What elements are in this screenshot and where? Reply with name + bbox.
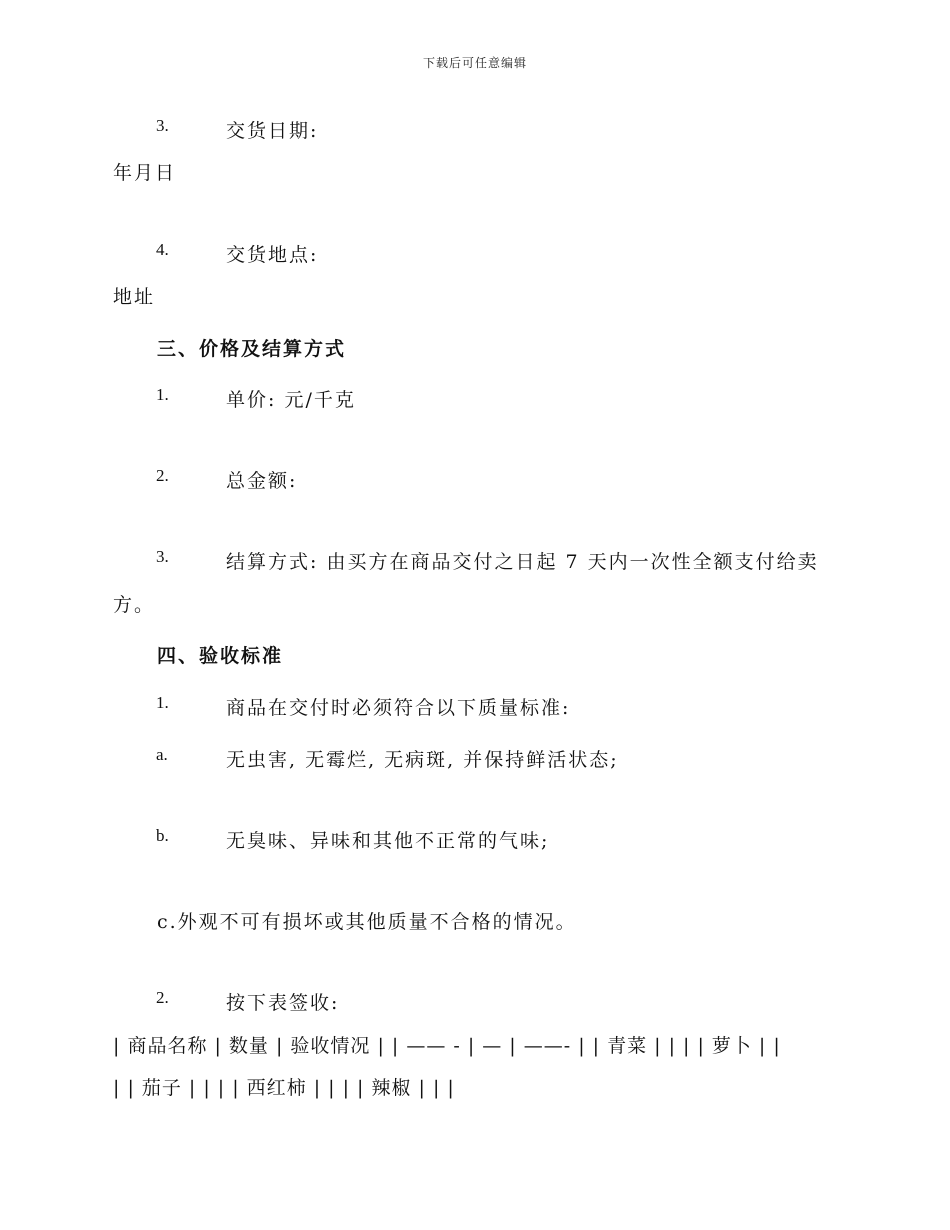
item-text: 无臭味、异味和其他不正常的气味;: [226, 830, 550, 852]
item-number: 2.: [156, 988, 169, 1007]
item-number: 1.: [156, 385, 169, 404]
item-letter: a.: [156, 745, 168, 764]
delivery-date-value: 年月日: [113, 162, 177, 184]
item-number: 3.: [156, 116, 169, 135]
item-text: 单价: 元/千克: [226, 389, 356, 411]
item-label: 交货日期:: [226, 120, 319, 142]
acceptance-table-line-2: | | 茄子 | | | | 西红柿 | | | | 辣椒 | | |: [113, 1077, 455, 1099]
section-heading-price: 三、价格及结算方式: [157, 338, 347, 360]
item-text: 无虫害, 无霉烂, 无病斑, 并保持鲜活状态;: [226, 749, 619, 771]
standard-c-item: c.外观不可有损坏或其他质量不合格的情况。: [157, 911, 577, 933]
settlement-continuation: 方。: [113, 594, 156, 616]
item-label: 交货地点:: [226, 244, 319, 266]
item-text: 结算方式: 由买方在商品交付之日起 7 天内一次性全额支付给卖: [226, 551, 819, 573]
item-number: 1.: [156, 693, 169, 712]
item-number: 4.: [156, 240, 169, 259]
section-heading-acceptance: 四、验收标准: [157, 645, 284, 667]
acceptance-table-line-1: | 商品名称 | 数量 | 验收情况 | | —— - | — | ——- | | 青菜 | | | | 萝卜 | |: [113, 1035, 781, 1057]
item-text: 按下表签收:: [226, 992, 340, 1014]
delivery-place-value: 地址: [113, 286, 156, 308]
item-text: 总金额:: [226, 470, 298, 492]
item-number: 2.: [156, 466, 169, 485]
item-letter: b.: [156, 826, 169, 845]
item-text: 商品在交付时必须符合以下质量标准:: [226, 697, 571, 719]
page-header: 下载后可任意编辑: [422, 56, 527, 70]
item-number: 3.: [156, 547, 169, 566]
